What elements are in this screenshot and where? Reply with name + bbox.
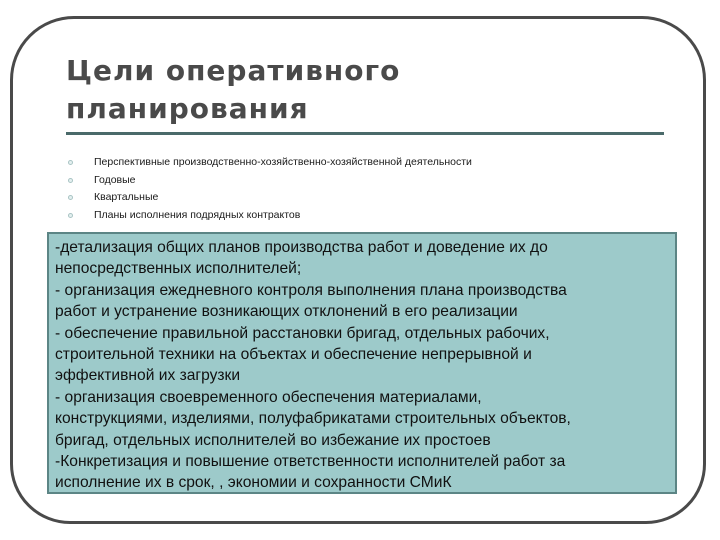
body-line: конструкциями, изделиями, полуфабрикатами строительных объектов,: [55, 410, 571, 428]
bullet-text: Перспективные производственно-хозяйственно-хозяйственной деятельности: [94, 156, 472, 168]
body-line: -детализация общих планов производства работ и доведение их до: [55, 239, 548, 256]
bullet-list: [66, 154, 472, 224]
body-line: - обеспечение правильной расстановки бригад, отдельных рабочих,: [55, 324, 550, 342]
bullet-dot-icon: [68, 195, 73, 200]
bullet-text: Квартальные: [94, 191, 159, 203]
bullet-text: Планы исполнения подрядных контрактов: [94, 208, 301, 221]
body-line: эффективной их загрузки: [55, 367, 241, 385]
bullet-item: [66, 172, 472, 190]
body-line: работ и устранение возникающих отклонений в его реализации: [55, 303, 518, 321]
body-line: непосредственных исполнителей;: [55, 260, 302, 278]
slide-title: [66, 52, 400, 128]
body-line: строительной техники на объектах и обеспечение непрерывной и: [55, 346, 532, 364]
bullet-dot-icon: [68, 160, 73, 165]
bullet-item: [66, 207, 472, 225]
body-line: -Конкретизация и повышение ответственности исполнителей работ за: [55, 453, 566, 471]
goals-text-box: [47, 232, 677, 494]
body-line: - организация своевременного обеспечения материалами,: [55, 388, 482, 406]
bullet-item: [66, 154, 472, 172]
body-line: бригад, отдельных исполнителей во избежание их простоев: [55, 431, 491, 449]
bullet-text: Годовые: [94, 173, 136, 186]
bullet-dot-icon: [68, 213, 73, 218]
title-line-1: Цели оперативного: [66, 54, 401, 87]
title-divider: [66, 132, 664, 135]
body-line: исполнение их в срок, , экономии и сохранности СМиК: [55, 474, 452, 492]
body-line: - организация ежедневного контроля выполнения плана производства: [55, 281, 567, 299]
bullet-dot-icon: [68, 178, 73, 183]
bullet-item: [66, 189, 472, 207]
title-line-2: планирования: [66, 92, 309, 125]
